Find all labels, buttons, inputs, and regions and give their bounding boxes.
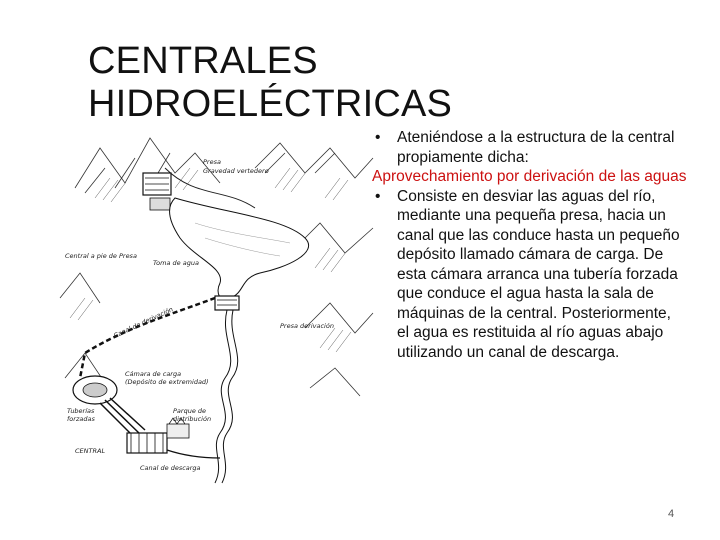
- reservoir: [170, 198, 309, 299]
- label-gravedad: Gravedad vertedero: [203, 167, 269, 175]
- slide-title: CENTRALES HIDROELÉCTRICAS: [88, 40, 453, 125]
- dam-upper: [143, 173, 171, 210]
- derivation-canal: [80, 298, 215, 378]
- bullet-item-2: [372, 187, 687, 363]
- bullet-marker: •: [375, 187, 381, 205]
- load-chamber: [73, 376, 117, 404]
- page-number: 4: [668, 508, 675, 520]
- label-camara-carga: Cámara de carga: [125, 370, 182, 378]
- bullet-text-1: Ateniéndose a la estructura de la central propiamente dicha:: [397, 129, 675, 166]
- bullet-item-1: [372, 128, 687, 167]
- label-presa: Presa: [203, 158, 221, 166]
- label-presa-derivacion: Presa derivación: [280, 322, 334, 330]
- powerhouse: [127, 418, 189, 453]
- label-distribucion: distribución: [173, 415, 212, 423]
- label-toma-agua: Toma de agua: [153, 259, 199, 267]
- bullet-text-2: Consiste en desviar las aguas del río, mediante una pequeña presa, hacia un canal que las conduce hasta un pequeño depósito llamado cámara de carga. De esta cámara arranca una tubería forzada que conduce el agua hasta la sala de máquinas de la central. Posteriormente, el agua es restituida al río aguas abajo utilizando un canal de descarga.: [397, 187, 680, 361]
- label-parque: Parque de: [173, 407, 207, 415]
- penstocks: [100, 398, 145, 438]
- label-tuberias: Tuberías: [67, 407, 95, 415]
- label-forzadas: forzadas: [67, 415, 95, 423]
- dam-derivation: [215, 296, 239, 310]
- label-canal-derivacion: Canal de derivación: [112, 305, 175, 340]
- bullet-marker: •: [375, 129, 381, 146]
- label-deposito: (Depósito de extremidad): [125, 378, 209, 386]
- label-canal-descarga: Canal de descarga: [140, 464, 201, 472]
- slide-body: [372, 128, 687, 362]
- discharge-canal: [167, 450, 220, 458]
- label-central: CENTRAL: [75, 447, 106, 455]
- hydro-plant-illustration: [55, 128, 375, 488]
- label-central-pie-presa: Central a pie de Presa: [65, 252, 137, 260]
- section-heading: Aprovechamiento por derivación de las aguas: [372, 168, 687, 185]
